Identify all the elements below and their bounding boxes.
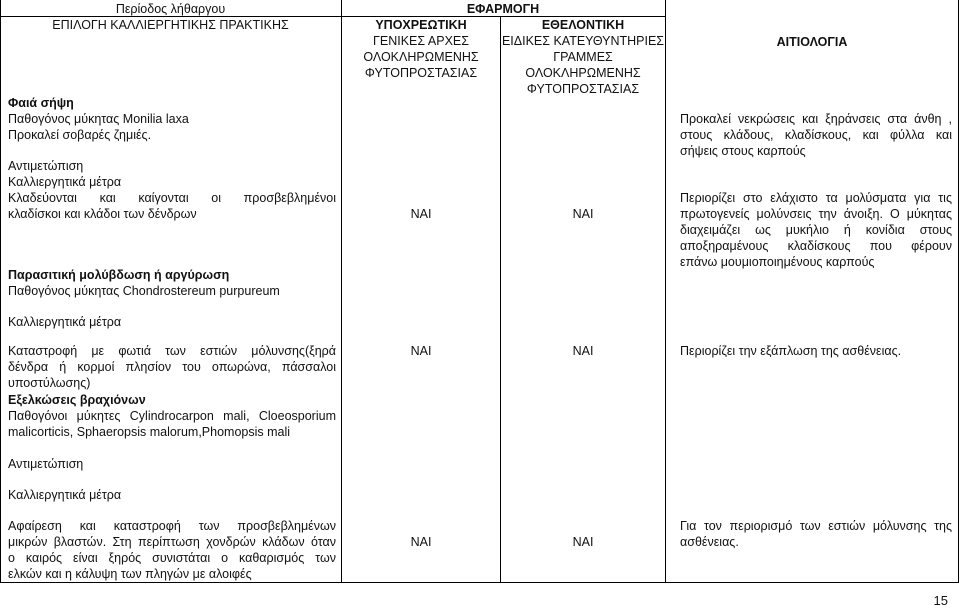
treatment-label: Αντιμετώπιση xyxy=(8,457,84,471)
pruning-text-line: Κλαδεύονται και καίγονται οι προσβεβλημένοι xyxy=(8,191,336,205)
justification-line: σήψεις στους καρπούς xyxy=(680,144,806,158)
pruning-text-line: κλαδίσκοι και κλάδοι των δένδρων xyxy=(8,207,197,221)
voluntary-header-line: ΕΘΕΛΟΝΤΙΚΗ xyxy=(541,18,625,32)
mandatory-header-line: ΥΠΟΧΡΕΩΤΙΚΗ xyxy=(375,18,467,32)
justification-line: Περιορίζει την εξάπλωση της ασθένειας. xyxy=(680,344,902,358)
justification-line: Περιορίζει στο ελάχιστο τα μολύσματα για τις xyxy=(680,191,952,205)
column-divider-3 xyxy=(665,0,666,583)
justification-line: διαχειμάζει ως μυκήλιο ή κονίδια στους xyxy=(680,223,952,237)
action-text-line: ο καιρός είναι ξηρός συνιστάται ο καθαρισμός των xyxy=(8,551,336,565)
pathogen-text: malicorticis, Sphaeropsis malorum,Phomopsis mali xyxy=(8,425,291,439)
pathogen-text: Παθογόνος μύκητας Monilia laxa xyxy=(8,112,189,126)
voluntary-header-line: ΟΛΟΚΛΗΡΩΜΕΝΗΣ xyxy=(525,66,641,80)
period-header: Περίοδος λήθαργου xyxy=(115,2,226,16)
mandatory-value: ΝΑΙ xyxy=(410,207,432,221)
mandatory-header-line: ΓΕΝΙΚΕΣ ΑΡΧΕΣ xyxy=(373,34,469,48)
justification-line: στους κλάδους, κλαδίσκους, και φύλλα και xyxy=(680,128,952,142)
justification-line: Προκαλεί νεκρώσεις και ξηράνσεις στα άνθη , xyxy=(680,112,952,126)
page-number: 15 xyxy=(933,593,948,608)
action-text-line: μικρών βλαστών. Στη περίπτωση χονδρών κλάδων όταν xyxy=(8,535,336,549)
justification-line: ασθένειας. xyxy=(680,535,739,549)
justification-line: επάνω μουμιοποιημένους καρπούς xyxy=(680,255,875,269)
voluntary-value: ΝΑΙ xyxy=(572,207,594,221)
measures-label: Καλλιεργητικά μέτρα xyxy=(8,175,122,189)
pathogen-text: Παθογόνοι μύκητες Cylindrocarpon mali, Cloeosporium xyxy=(8,409,336,423)
justification-line: Για τον περιορισμό των εστιών μόλυνσης της xyxy=(680,519,952,533)
disease-title-canker: Εξελκώσεις βραχιόνων xyxy=(8,393,146,407)
application-header: ΕΦΑΡΜΟΓΗ xyxy=(466,2,540,16)
pathogen-text: Παθογόνος μύκητας Chondrostereum purpureum xyxy=(8,284,280,298)
action-text-line: Αφαίρεση και καταστροφή των προσβεβλημένων xyxy=(8,519,336,533)
practice-header: ΕΠΙΛΟΓΗ ΚΑΛΛΙΕΡΓΗΤΙΚΗΣ ΠΡΑΚΤΙΚΗΣ xyxy=(52,18,289,32)
column-divider-2 xyxy=(500,16,501,583)
action-text-line: υποστύλωσης) xyxy=(8,376,91,390)
damage-text: Προκαλεί σοβαρές ζημιές. xyxy=(8,128,152,142)
mandatory-value: ΝΑΙ xyxy=(410,344,432,358)
treatment-label: Αντιμετώπιση xyxy=(8,159,84,173)
table-left-border xyxy=(0,0,1,583)
mandatory-header-line: ΦΥΤΟΠΡΟΣΤΑΣΙΑΣ xyxy=(364,66,478,80)
voluntary-value: ΝΑΙ xyxy=(572,535,594,549)
disease-title-silver-leaf: Παρασιτική μολύβδωση ή αργύρωση xyxy=(8,268,230,282)
voluntary-value: ΝΑΙ xyxy=(572,344,594,358)
action-text-line: δένδρα ή κορμοί πλησίον του οπωρώνα, πάσσαλοι xyxy=(8,360,336,374)
mandatory-header-line: ΟΛΟΚΛΗΡΩΜΕΝΗΣ xyxy=(363,50,479,64)
voluntary-header-line: ΦΥΤΟΠΡΟΣΤΑΣΙΑΣ xyxy=(526,82,640,96)
voluntary-header-line: ΓΡΑΜΜΕΣ xyxy=(553,50,613,64)
measures-label: Καλλιεργητικά μέτρα xyxy=(8,315,122,329)
justification-line: πρωτογενείς μολύνσεις την άνοιξη. Ο μύκητας xyxy=(680,207,952,221)
action-text-line: ελκών και η κάλυψη των πληγών με αλοιφές xyxy=(8,567,252,581)
justification-header: ΑΙΤΙΟΛΟΓΙΑ xyxy=(776,35,848,49)
justification-line: αποξηραμένους κλαδίσκους που φέρουν xyxy=(680,239,952,253)
disease-title-brown-rot: Φαιά σήψη xyxy=(8,96,74,110)
action-text-line: Καταστροφή με φωτιά των εστιών μόλυνσης(ξηρά xyxy=(8,344,336,358)
mandatory-value: ΝΑΙ xyxy=(410,535,432,549)
measures-label: Καλλιεργητικά μέτρα xyxy=(8,488,122,502)
voluntary-header-line: ΕΙΔΙΚΕΣ ΚΑΤΕΥΘΥΝΤΗΡΙΕΣ xyxy=(501,34,665,48)
table-right-border xyxy=(958,0,959,583)
column-divider-1 xyxy=(341,0,342,583)
